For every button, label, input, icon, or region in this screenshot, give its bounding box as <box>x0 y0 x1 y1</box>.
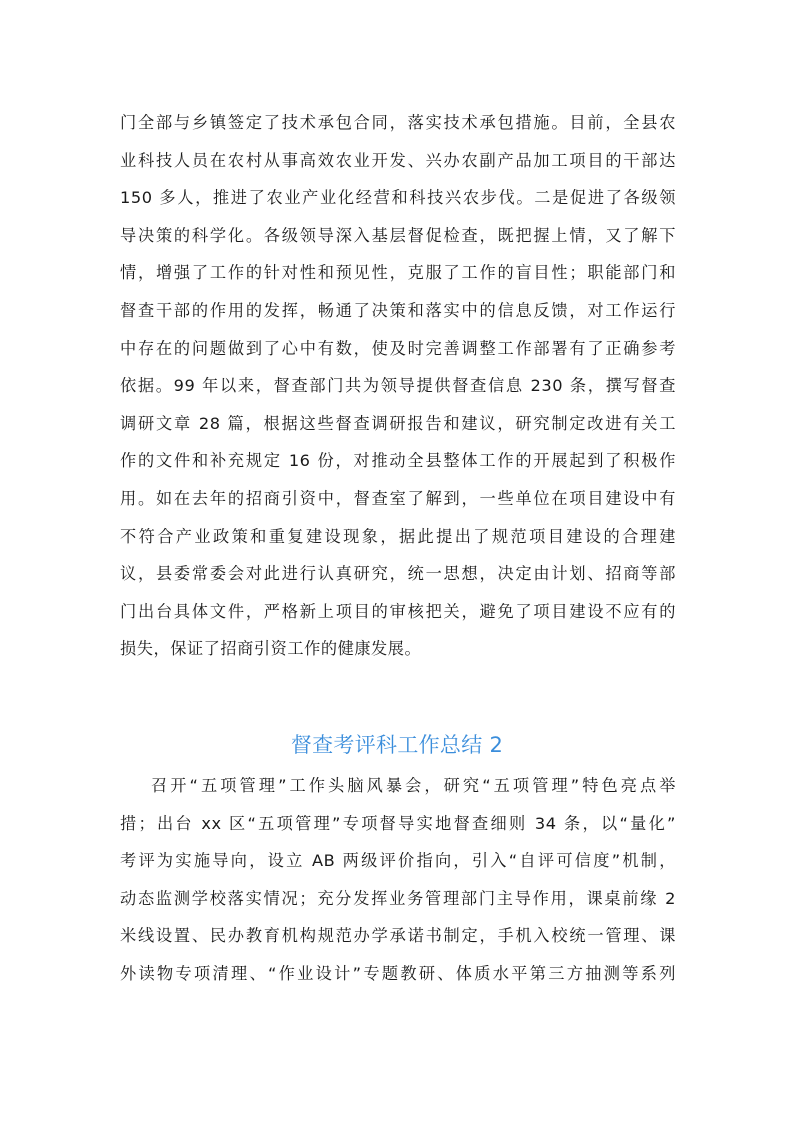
paragraph-line: 外读物专项清理、“作业设计”专题教研、体质水平第三方抽测等系列 <box>120 963 676 983</box>
section-heading: 督查考评科工作总结 2 <box>290 733 504 757</box>
paragraph-line: 150 多人，推进了农业产业化经营和科技兴农步伐。二是促进了各级领 <box>120 188 676 208</box>
paragraph-line: 考评为实施导向，设立 AB 两级评价指向，引入“自评可信度”机制， <box>120 851 676 871</box>
paragraph-line: 议，县委常委会对此进行认真研究，统一思想，决定由计划、招商等部 <box>120 564 676 584</box>
paragraph-line: 导决策的科学化。各级领导深入基层督促检查，既把握上情，又了解下 <box>120 225 676 245</box>
paragraph-line: 依据。99 年以来，督查部门共为领导提供督查信息 230 条，撰写督查 <box>120 376 676 396</box>
paragraph-line: 门全部与乡镇签定了技术承包合同，落实技术承包措施。目前，全县农 <box>120 113 676 132</box>
paragraph-line: 用。如在去年的招商引资中，督查室了解到，一些单位在项目建设中有 <box>120 488 676 508</box>
paragraph-line: 动态监测学校落实情况；充分发挥业务管理部门主导作用，课桌前缘 2 <box>120 888 676 908</box>
paragraph-line: 不符合产业政策和重复建设现象，据此提出了规范项目建设的合理建 <box>120 526 676 546</box>
paragraph-line-indented: 召开“五项管理”工作头脑风暴会，研究“五项管理”特色亮点举 <box>151 776 676 795</box>
body-section-1 <box>120 104 676 668</box>
paragraph-line: 中存在的问题做到了心中有数，使及时完善调整工作部署有了正确参考 <box>120 338 676 358</box>
paragraph-line: 督查干部的作用的发挥，畅通了决策和落实中的信息反馈，对工作运行 <box>120 300 676 320</box>
paragraph-line: 业科技人员在农村从事高效农业开发、兴办农副产品加工项目的干部达 <box>120 150 676 170</box>
paragraph-line: 米线设置、民办教育机构规范办学承诺书制定，手机入校统一管理、课 <box>120 926 676 946</box>
body-section-2 <box>120 767 676 993</box>
paragraph-line: 门出台具体文件，严格新上项目的审核把关，避免了项目建设不应有的 <box>120 601 676 621</box>
paragraph-line-last: 损失，保证了招商引资工作的健康发展。 <box>120 639 422 659</box>
paragraph-line: 调研文章 28 篇，根据这些督查调研报告和建议，研究制定改进有关工 <box>120 413 676 433</box>
paragraph-line: 作的文件和补充规定 16 份，对推动全县整体工作的开展起到了积极作 <box>120 451 676 471</box>
paragraph-line: 情，增强了工作的针对性和预见性，克服了工作的盲目性；职能部门和 <box>120 263 676 283</box>
paragraph-line: 措；出台 xx 区“五项管理”专项督导实地督查细则 34 条，以“量化” <box>120 813 676 833</box>
